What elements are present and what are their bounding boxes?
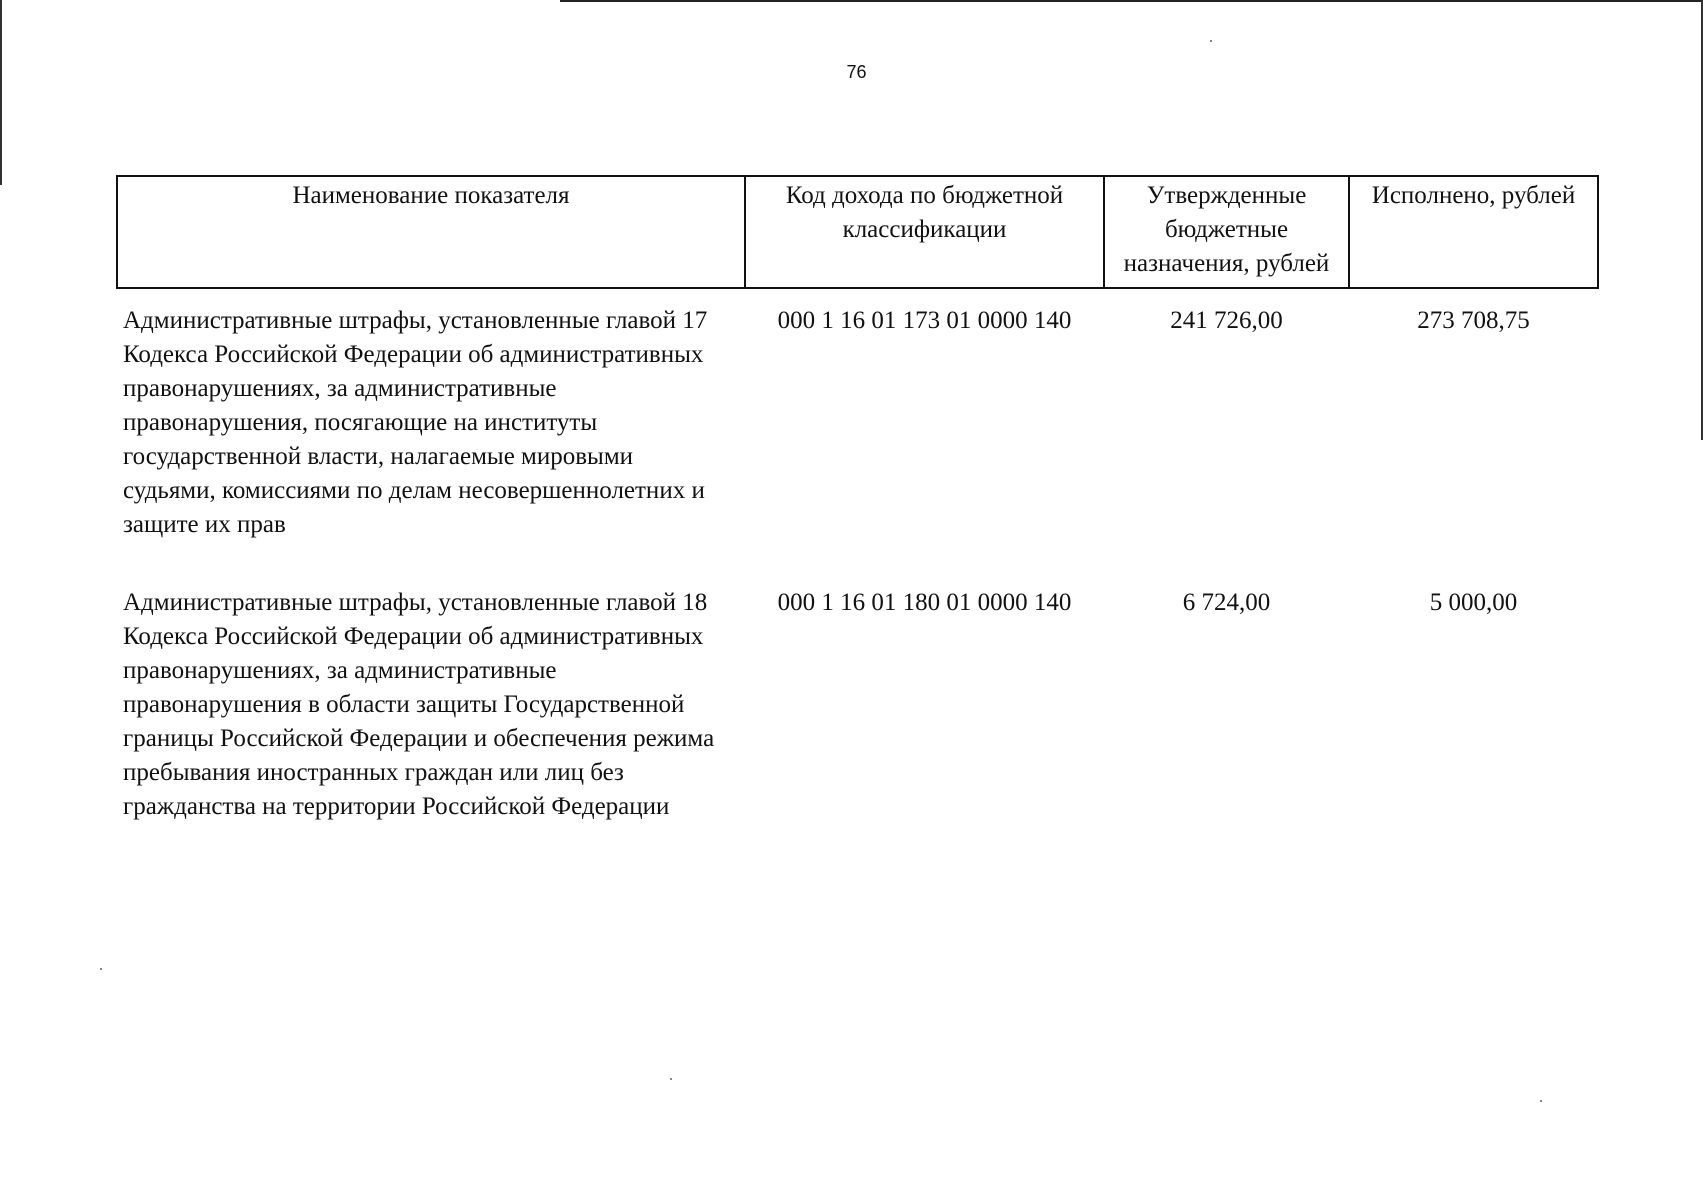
scan-border-left bbox=[0, 0, 2, 185]
table-header-row bbox=[117, 176, 1598, 288]
income-code: 000 1 16 01 180 01 0000 140 bbox=[777, 589, 1072, 616]
table-row bbox=[117, 586, 1598, 868]
page-number: 76 bbox=[846, 62, 867, 82]
approved-amount: 6 724,00 bbox=[1182, 589, 1271, 616]
indicator-name: Административные штрафы, установленные главой 18 Кодекса Российской Федерации об административных правонарушениях, за административные правонарушения в области защиты Государственной границы Российской Федерации и обеспечения режима пребывания иностранных граждан или лиц без гражданства на территории Российской Федерации bbox=[123, 589, 715, 820]
scan-border-top bbox=[560, 0, 1703, 2]
header-approved-amount: Утвержденные бюджетные назначения, рублей bbox=[1104, 176, 1349, 288]
executed-amount: 5 000,00 bbox=[1429, 589, 1518, 616]
executed-amount: 273 708,75 bbox=[1417, 307, 1530, 334]
table-row bbox=[117, 288, 1598, 586]
scan-speck bbox=[1210, 40, 1212, 42]
scan-speck bbox=[670, 1078, 672, 1080]
header-income-code: Код дохода по бюджетной классификации bbox=[745, 176, 1104, 288]
revenue-table bbox=[116, 175, 1599, 868]
header-executed-amount: Исполнено, рублей bbox=[1349, 176, 1598, 288]
scan-speck bbox=[100, 968, 102, 970]
approved-amount: 241 726,00 bbox=[1170, 307, 1283, 334]
indicator-name: Административные штрафы, установленные главой 17 Кодекса Российской Федерации об административных правонарушениях, за административные правонарушения, посягающие на институты государственной власти, налагаемые мировыми судьями, комиссиями по делам несовершеннолетних и защите их прав bbox=[123, 307, 708, 538]
header-indicator-name: Наименование показателя bbox=[117, 176, 745, 288]
income-code: 000 1 16 01 173 01 0000 140 bbox=[777, 307, 1072, 334]
scan-speck bbox=[1540, 1100, 1542, 1102]
